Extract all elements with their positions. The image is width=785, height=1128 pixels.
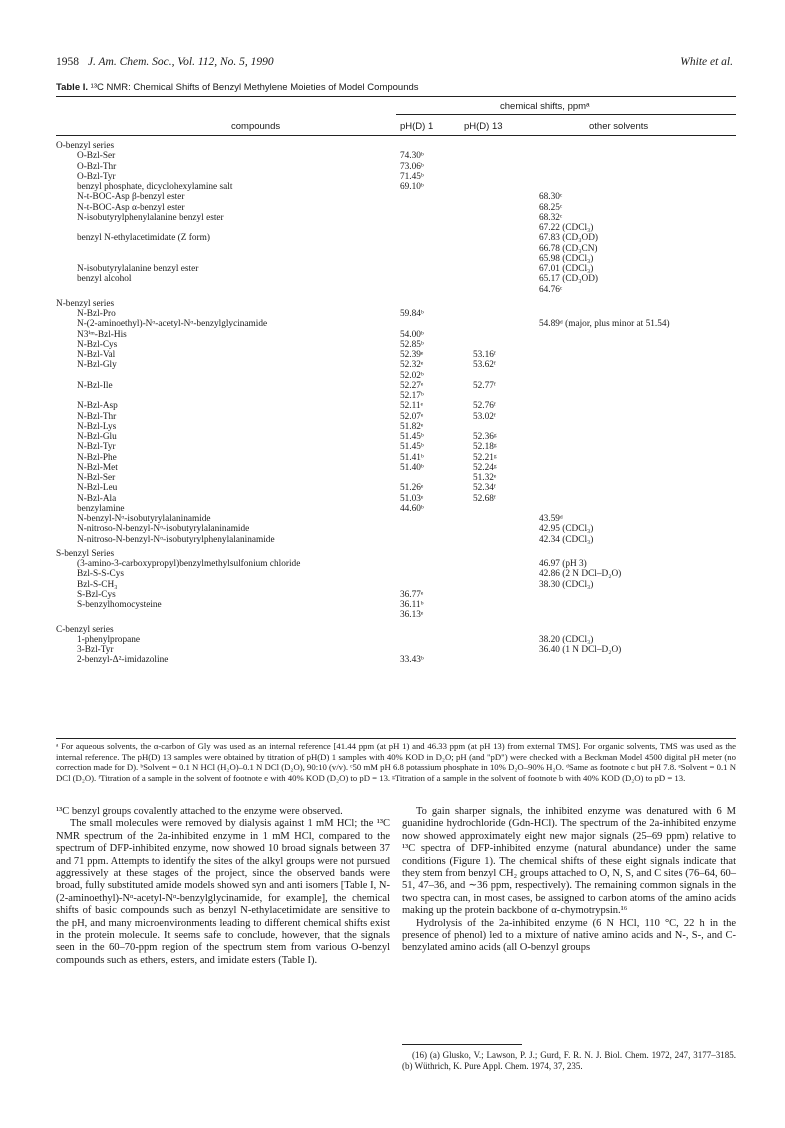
table-title: ¹³C NMR: Chemical Shifts of Benzyl Methylene Moieties of Model Compounds — [90, 82, 419, 93]
shift-ph1: 52.39ᵉ — [400, 350, 424, 360]
series-heading-row — [56, 625, 736, 635]
shift-ph1: 69.10ᵇ — [400, 182, 424, 192]
compound-name: N-Bzl-Ser — [77, 473, 116, 483]
table-row — [56, 412, 736, 422]
references — [402, 1050, 736, 1072]
compound-name: (3-amino-3-carboxypropyl)benzylmethylsulfonium chloride — [77, 559, 301, 569]
compound-name: 3-Bzl-Tyr — [77, 645, 114, 655]
shift-other-solvents: 68.30ᶜ — [539, 192, 563, 203]
table-footnote: ᵃ For aqueous solvents, the α-carbon of Gly was used as an internal reference [41.44 ppm (at pH 1) and 46.33 ppm (at pH 13) from external TMS]. For organic solvents, TMS was used as the internal reference. The pH(D) 13 samples were obtained by titration of pH(D) 1 samples with 40% KOD in D₂O; pH (and "pD") were checked with a Beckman Model 4500 digital pH meter (no correction made for D). ᵇSolvent = 0.1 N HCl (H₂O)–0.1 N DCl (D₂O), 90:10 (v/v). ᶜ50 mM pH 6.8 potassium phosphate in 10% D₂O–90% H₂O. ᵈSame as footnote c but pH 7.8. ᵉSolvent = 0.1 N DCl (D₂O). ᶠTitration of a sample in the solvent of footnote e with 40% KOD (D₂O) to pD = 13. ᵍTitration of a sample in the solvent of footnote b with 40% KOD (D₂O) to pD = 13. — [56, 741, 736, 783]
shift-ph1: 52.02ᵇ — [400, 370, 424, 381]
table-row — [56, 182, 736, 192]
compound-name: O-Bzl-Tyr — [77, 171, 116, 182]
compound-name: N-Bzl-Glu — [77, 432, 117, 442]
reference-16: (16) (a) Glusko, V.; Lawson, P. J.; Gurd, F. R. N. J. Biol. Chem. 1972, 247, 3177–3185. (b) Wüthrich, K. Pure Appl. Chem. 1974, 37, 235. — [402, 1050, 736, 1071]
column-group-header: chemical shifts, ppmᵃ — [500, 101, 590, 112]
shift-ph1: 51.40ᵇ — [400, 462, 424, 473]
shift-ph1: 52.11ᵉ — [400, 401, 423, 412]
shift-other-solvents: 66.78 (CD₃CN) — [539, 243, 598, 254]
compound-name: O-Bzl-Thr — [77, 161, 117, 172]
compound-name: N-nitroso-N-benzyl-Nᵅ-isobutyrylphenylalaninamide — [77, 534, 275, 545]
shift-ph1: 71.45ᵇ — [400, 171, 424, 182]
table-row — [56, 590, 736, 600]
table-row — [56, 371, 736, 381]
table-row — [56, 223, 736, 233]
table-row — [56, 172, 736, 182]
paragraph: The small molecules were removed by dialysis against 1 mM HCl; the ¹³C NMR spectrum of the 2a-inhibited enzyme in 1 mM HCl, compared to the spectrum of DFP-inhibited enzyme, now showed 10 broad signals between 37 and 71 ppm. Attempts to identify the sites of the alkyl groups were not pursued aggressively at these stages of the project, since the observed bands were broad, fully substituted amide models showed syn and anti isomers [Table I, N-(2-aminoethyl)-Nᵅ-acetyl-Nᵅ-benzylglycinamide, for example], the chemical shifts of basic compounds such as benzyl N-ethylacetimidate are sensitive to the pH, and many microenvironments leading to different chemical shifts exist in the protein molecule. It seems safe to conclude, however, that the signals seen in the 60–70-ppm region of the spectrum stem from various O-benzyl compounds such as ethers, esters, and imidate esters (Table I). — [56, 818, 390, 966]
shift-ph13: 52.24ᵍ — [473, 462, 497, 473]
shift-ph1: 51.26ᵉ — [400, 483, 424, 494]
compound-name: N-Bzl-Gly — [77, 360, 117, 371]
table-row — [56, 319, 736, 329]
compound-name: Bzl-S-CH₃ — [77, 579, 118, 590]
shift-ph1: 59.84ᵇ — [400, 309, 424, 319]
table-row — [56, 244, 736, 254]
table-row — [56, 504, 736, 514]
compound-name: N-Bzl-Pro — [77, 309, 116, 319]
compound-name: N-nitroso-N-benzyl-Nᵅ-isobutyrylalaninamide — [77, 524, 250, 535]
table-row — [56, 524, 736, 534]
compound-name: Bzl-S-S-Cys — [77, 569, 125, 580]
compound-name: O-Bzl-Ser — [77, 151, 116, 162]
table-row — [56, 254, 736, 264]
compound-name: N-Bzl-Met — [77, 462, 118, 473]
compound-name: N-t-BOC-Asp β-benzyl ester — [77, 192, 185, 203]
table-row — [56, 442, 736, 452]
body-column-right — [402, 806, 736, 955]
column-header-other-solvents: other solvents — [589, 121, 649, 132]
shift-ph13: 53.02ᶠ — [473, 411, 496, 422]
shift-other-solvents: 65.17 (CD₃OD) — [539, 274, 599, 285]
shift-ph13: 52.36ᵍ — [473, 432, 497, 442]
table-row — [56, 233, 736, 243]
shift-other-solvents: 65.98 (CDCl₃) — [539, 253, 594, 264]
shift-ph13: 52.68ᶠ — [473, 493, 496, 504]
compound-name: 1-phenylpropane — [77, 634, 140, 645]
compound-name: N3ⁱᵐ-Bzl-His — [77, 329, 127, 340]
shift-ph1: 51.45ᵇ — [400, 442, 424, 453]
table-caption — [56, 82, 419, 93]
compound-name: N-Bzl-Tyr — [77, 442, 116, 453]
table-row — [56, 264, 736, 274]
table-row — [56, 151, 736, 161]
table-row — [56, 514, 736, 524]
paragraph: Hydrolysis of the 2a-inhibited enzyme (6 N HCl, 110 °C, 22 h in the presence of phenol) led to a mixture of native amino acids and N-, S-, and C-benzylated amino acids (all O-benzyl groups — [402, 917, 736, 954]
table-row — [56, 309, 736, 319]
shift-ph1: 33.43ᵇ — [400, 655, 424, 666]
series-heading-row — [56, 549, 736, 559]
shift-ph13: 52.18ᵍ — [473, 442, 497, 453]
shift-ph1: 52.85ᵇ — [400, 339, 424, 350]
column-header-ph1: pH(D) 1 — [400, 121, 434, 132]
table-row — [56, 463, 736, 473]
paragraph: To gain sharper signals, the inhibited enzyme was denatured with 6 M guanidine hydrochloride (Gdn-HCl). The spectrum of the 2a-inhibited enzyme now showed approximately eight new major signals (25–69 ppm) relative to ¹³C spectra of DFP-inhibited enzyme (natural abundance) under the same conditions (Figure 1). The chemical shifts of these eight signals indicate that they stem from benzyl CH₂ groups attached to O, N, S, and C sites (76–64, 60–51, 47–36, and ∼36 ppm, respectively). The remaining common signals in the two spectra can, in most cases, be assigned to carbon atoms of the amino acids making up the protein backbone of α-chymotrypsin.¹⁶ — [402, 806, 736, 917]
compound-name: benzylamine — [77, 503, 125, 514]
compound-name: N-Bzl-Ala — [77, 493, 117, 504]
compound-name: N-t-BOC-Asp α-benzyl ester — [77, 202, 185, 213]
shift-ph1: 52.17ᵇ — [400, 391, 424, 401]
shift-other-solvents: 42.86 (2 N DCl–D₂O) — [539, 569, 622, 580]
shift-other-solvents: 67.01 (CDCl₃) — [539, 264, 594, 274]
table-row — [56, 580, 736, 590]
shift-ph1: 36.11ᵇ — [400, 600, 424, 610]
table-row — [56, 192, 736, 202]
shift-ph1: 51.45ᵇ — [400, 432, 424, 442]
table-row — [56, 203, 736, 213]
compound-name: N-isobutyrylphenylalanine benzyl ester — [77, 212, 224, 223]
compound-name: N-isobutyrylalanine benzyl ester — [77, 264, 199, 274]
compound-name: C-benzyl series — [56, 624, 114, 635]
table-row — [56, 494, 736, 504]
table-row — [56, 391, 736, 401]
compound-name: S-Bzl-Cys — [77, 589, 116, 600]
shift-ph1: 44.60ᵇ — [400, 503, 424, 514]
column-header-compounds: compounds — [231, 121, 281, 132]
shift-ph1: 51.41ᵇ — [400, 452, 424, 463]
table-row — [56, 453, 736, 463]
table-row — [56, 655, 736, 665]
shift-other-solvents: 36.40 (1 N DCl–D₂O) — [539, 645, 622, 655]
compound-name: N-Bzl-Lys — [77, 421, 117, 432]
table-bottom-rule — [56, 738, 736, 739]
paragraph: ¹³C benzyl groups covalently attached to the enzyme were observed. — [56, 806, 343, 817]
table-label: Table I. — [56, 82, 89, 93]
compound-name: N-Bzl-Thr — [77, 411, 117, 422]
compound-name: 2-benzyl-Δ²-imidazoline — [77, 655, 169, 666]
authors: White et al. — [680, 56, 733, 68]
compound-name: O-benzyl series — [56, 141, 115, 151]
shift-other-solvents: 68.32ᶜ — [539, 212, 563, 223]
shift-ph1: 36.77ᵉ — [400, 589, 424, 600]
shift-ph13: 53.16ᶠ — [473, 350, 496, 360]
shift-ph1: 52.32ᵉ — [400, 360, 424, 371]
shift-ph13: 51.32ᵉ — [473, 473, 497, 483]
table-row — [56, 569, 736, 579]
shift-other-solvents: 42.95 (CDCl₃) — [539, 524, 594, 535]
shift-ph13: 52.34ᶠ — [473, 483, 496, 494]
shift-ph13: 52.21ᵍ — [473, 452, 497, 463]
compound-name: S-benzylhomocysteine — [77, 600, 162, 610]
table-row — [56, 360, 736, 370]
table-row — [56, 285, 736, 295]
page-number: 1958 — [56, 56, 79, 68]
table-top-rule — [56, 96, 736, 97]
shift-other-solvents: 38.20 (CDCl₃) — [539, 634, 594, 645]
shift-other-solvents: 43.59ᵈ — [539, 514, 563, 524]
shift-ph13: 52.76ᶠ — [473, 401, 496, 412]
journal-citation: J. Am. Chem. Soc., Vol. 112, No. 5, 1990 — [87, 56, 274, 68]
compound-name: N-Bzl-Leu — [77, 483, 118, 494]
compound-name: N-Bzl-Phe — [77, 452, 117, 463]
column-group-rule — [396, 114, 736, 115]
shift-ph1: 52.07ᵉ — [400, 411, 424, 422]
shift-ph13: 52.77ᶠ — [473, 380, 496, 391]
table-row — [56, 432, 736, 442]
table-row — [56, 635, 736, 645]
table-row — [56, 274, 736, 284]
table-body — [56, 141, 736, 666]
shift-other-solvents: 64.76ᶜ — [539, 284, 563, 295]
table-row — [56, 559, 736, 569]
shift-ph1: 36.13ᵉ — [400, 610, 424, 621]
compound-name: S-benzyl Series — [56, 548, 115, 559]
shift-other-solvents: 46.97 (pH 3) — [539, 559, 587, 569]
reference-rule — [402, 1044, 522, 1045]
table-header-rule — [56, 135, 736, 136]
table-row — [56, 330, 736, 340]
shift-other-solvents: 54.89ᵈ (major, plus minor at 51.54) — [539, 319, 670, 330]
shift-ph1: 54.00ᵇ — [400, 329, 424, 340]
table-row — [56, 162, 736, 172]
shift-ph1: 51.82ᵉ — [400, 421, 424, 432]
compound-name: benzyl N-ethylacetimidate (Z form) — [77, 233, 210, 244]
table-row — [56, 610, 736, 620]
shift-other-solvents: 67.22 (CDCl₃) — [539, 223, 594, 233]
shift-ph1: 51.03ᵉ — [400, 493, 424, 504]
compound-name: N-benzyl-Nᵅ-isobutyrylalaninamide — [77, 514, 211, 524]
running-head — [56, 56, 733, 70]
series-heading-row — [56, 141, 736, 151]
compound-name: benzyl phosphate, dicyclohexylamine salt — [77, 182, 233, 192]
compound-name: N-benzyl series — [56, 298, 115, 309]
shift-ph1: 73.06ᵇ — [400, 161, 424, 172]
compound-name: N-Bzl-Ile — [77, 380, 113, 391]
shift-ph1: 52.27ᵉ — [400, 380, 424, 391]
column-header-ph13: pH(D) 13 — [464, 121, 503, 132]
table-row — [56, 645, 736, 655]
shift-other-solvents: 67.83 (CD₃OD) — [539, 233, 599, 244]
table-row — [56, 350, 736, 360]
shift-other-solvents: 42.34 (CDCl₃) — [539, 534, 594, 545]
series-heading-row — [56, 299, 736, 309]
shift-ph1: 74.30ᵇ — [400, 151, 424, 162]
table-row — [56, 600, 736, 610]
compound-name: N-(2-aminoethyl)-Nᵅ-acetyl-Nᵅ-benzylglycinamide — [77, 319, 268, 330]
shift-ph13: 53.62ᶠ — [473, 360, 496, 371]
table-row — [56, 401, 736, 411]
compound-name: N-Bzl-Cys — [77, 339, 118, 350]
shift-other-solvents: 38.30 (CDCl₃) — [539, 579, 594, 590]
compound-name: N-Bzl-Val — [77, 350, 116, 360]
table-row — [56, 340, 736, 350]
table-row — [56, 473, 736, 483]
table-row — [56, 381, 736, 391]
table-row — [56, 535, 736, 545]
table-row — [56, 483, 736, 493]
body-column-left — [56, 806, 390, 967]
compound-name: benzyl alcohol — [77, 274, 132, 285]
table-row — [56, 213, 736, 223]
compound-name: N-Bzl-Asp — [77, 401, 118, 412]
table-row — [56, 422, 736, 432]
shift-other-solvents: 68.25ᶜ — [539, 202, 563, 213]
